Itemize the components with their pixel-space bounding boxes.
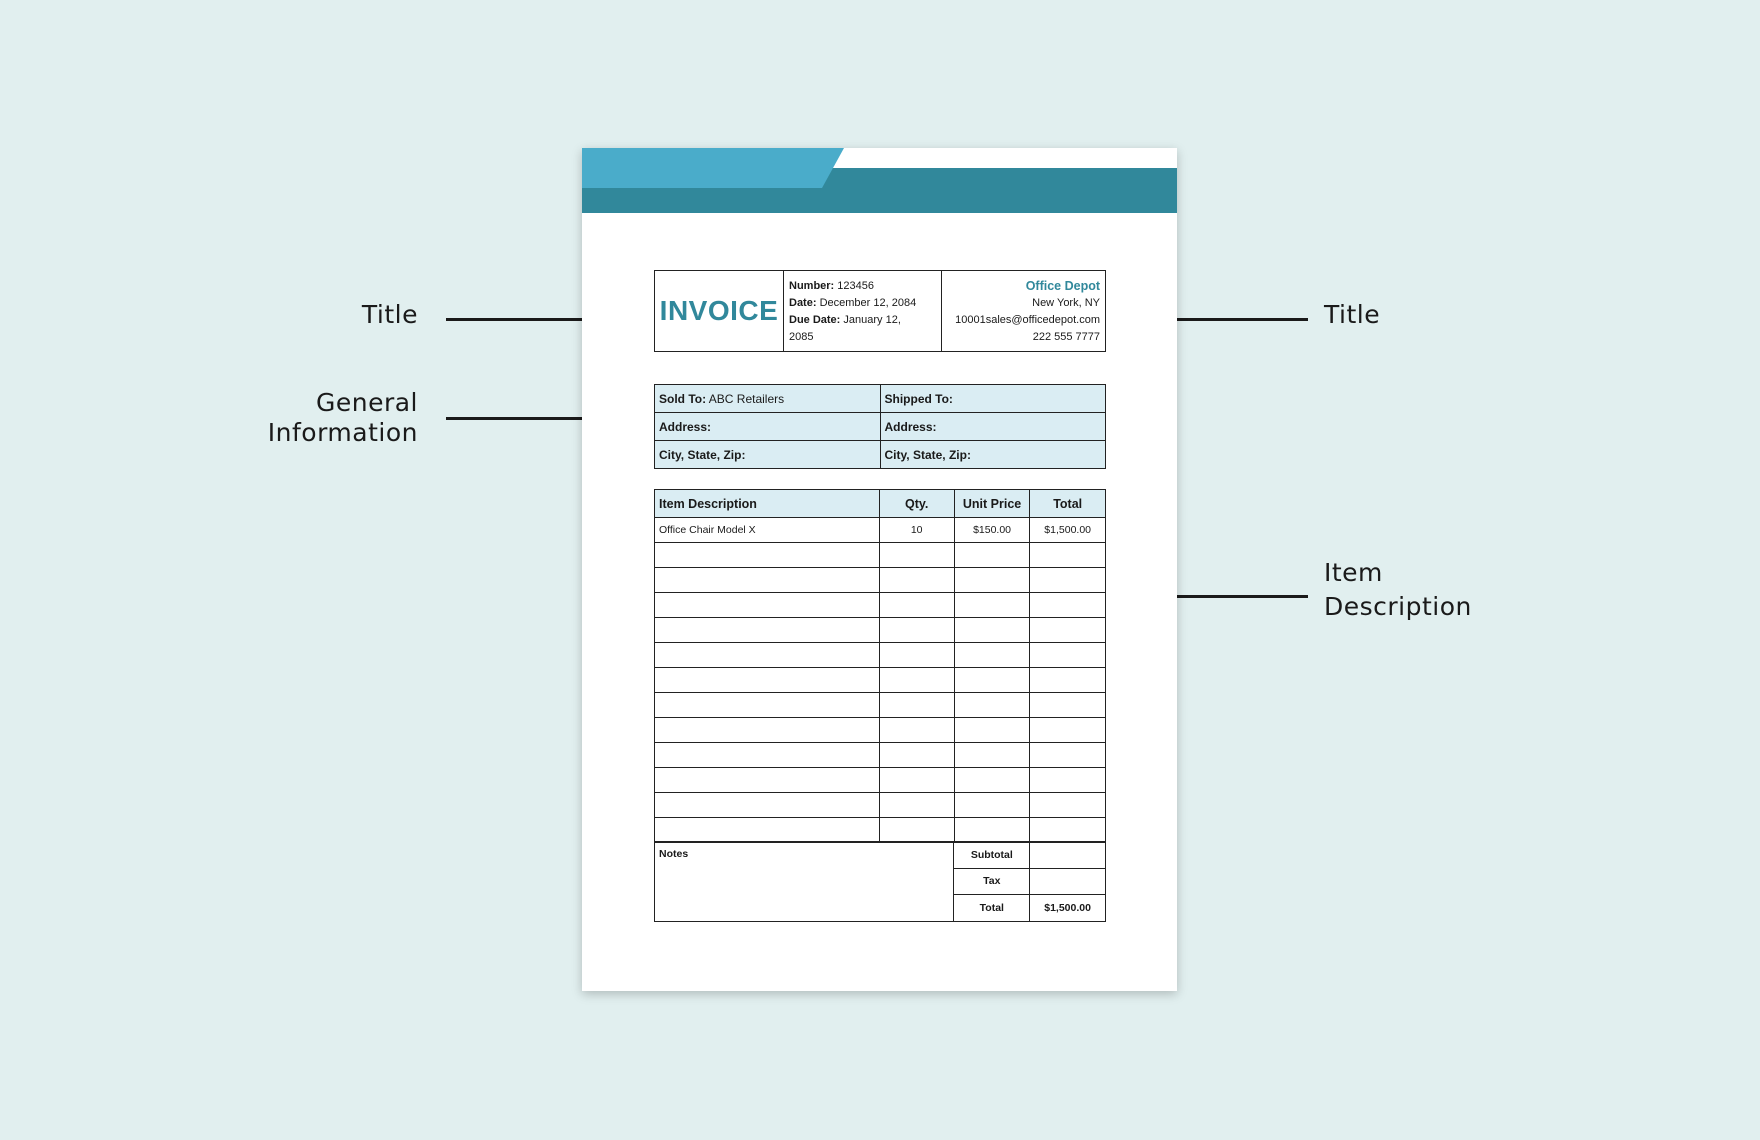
callout-general-info-line2: Information <box>267 418 418 447</box>
table-row <box>655 543 1106 568</box>
table-row <box>655 518 1106 543</box>
subtotal-label: Subtotal <box>954 842 1030 869</box>
company-name: Office Depot <box>1025 279 1100 293</box>
sold-city-cell <box>655 441 881 469</box>
table-row <box>655 668 1106 693</box>
shipped-address-cell <box>880 413 1106 441</box>
invoice-number <box>789 278 936 295</box>
invoice-due-date <box>789 312 936 329</box>
callout-title-right <box>1324 300 1524 330</box>
table-row <box>655 743 1106 768</box>
invoice-date-value: December 12, 2084 <box>819 297 917 309</box>
table-row <box>655 718 1106 743</box>
col-header-total: Total <box>1030 490 1106 518</box>
invoice-date-label: Date: <box>789 297 817 309</box>
company-location: New York, NY <box>1032 297 1100 309</box>
table-row <box>655 568 1106 593</box>
table-row <box>655 643 1106 668</box>
item-unit-price-cell: $150.00 <box>954 518 1030 543</box>
shipped-city-label: City, State, Zip: <box>884 447 971 462</box>
invoice-due-date-value-2: 2085 <box>789 331 814 343</box>
callout-item-description <box>1324 556 1544 624</box>
sold-to-label: Sold To: <box>659 391 707 406</box>
company-email: 10001sales@officedepot.com <box>955 314 1100 326</box>
col-header-unit-price: Unit Price <box>954 490 1030 518</box>
invoice-due-date-value-1: January 12, <box>843 314 901 326</box>
invoice-title: INVOICE <box>655 271 784 351</box>
callout-item-description-line2: Description <box>1324 592 1472 621</box>
items-header-row <box>655 490 1106 518</box>
total-label: Total <box>954 895 1030 922</box>
invoice-due-date-label: Due Date: <box>789 314 841 326</box>
sold-to-cell <box>655 385 881 413</box>
callout-title-left <box>300 300 418 330</box>
shipped-city-cell <box>880 441 1106 469</box>
col-header-qty: Qty. <box>879 490 954 518</box>
info-row <box>655 441 1106 469</box>
tax-value <box>1030 868 1106 895</box>
sold-address-label: Address: <box>659 419 712 434</box>
invoice-page <box>582 148 1177 991</box>
general-info-table <box>654 384 1106 469</box>
callout-title-left-text: Title <box>361 300 418 329</box>
sold-to-value: ABC Retailers <box>708 391 785 406</box>
table-row <box>655 693 1106 718</box>
item-total-cell: $1,500.00 <box>1030 518 1106 543</box>
tax-label: Tax <box>954 868 1030 895</box>
items-table <box>654 489 1106 843</box>
table-row <box>655 593 1106 618</box>
item-qty-cell: 10 <box>879 518 954 543</box>
sold-address-cell <box>655 413 881 441</box>
callout-general-info <box>218 388 418 448</box>
callout-title-right-text: Title <box>1324 300 1381 329</box>
callout-item-description-line1: Item <box>1324 558 1383 587</box>
table-row <box>655 818 1106 843</box>
info-row <box>655 413 1106 441</box>
invoice-header-block <box>654 270 1106 352</box>
header-band-light <box>582 148 844 188</box>
summary-table <box>654 841 1106 922</box>
col-header-description: Item Description <box>655 490 880 518</box>
company-phone: 222 555 7777 <box>1032 331 1100 343</box>
invoice-number-label: Number: <box>789 280 835 292</box>
info-row <box>655 385 1106 413</box>
invoice-date <box>789 295 936 312</box>
total-value: $1,500.00 <box>1030 895 1106 922</box>
subtotal-value <box>1030 842 1106 869</box>
table-row <box>655 793 1106 818</box>
invoice-number-value: 123456 <box>837 280 875 292</box>
item-description-cell: Office Chair Model X <box>655 518 880 543</box>
shipped-to-cell <box>880 385 1106 413</box>
table-row <box>655 768 1106 793</box>
summary-row-subtotal <box>655 842 1106 869</box>
company-info <box>942 271 1105 351</box>
shipped-to-label: Shipped To: <box>884 391 953 406</box>
notes-label: Notes <box>659 848 689 860</box>
sold-city-label: City, State, Zip: <box>659 447 746 462</box>
shipped-address-label: Address: <box>884 419 937 434</box>
invoice-meta <box>784 271 942 351</box>
table-row <box>655 618 1106 643</box>
notes-cell <box>655 842 954 922</box>
callout-general-info-line1: General <box>315 388 418 417</box>
